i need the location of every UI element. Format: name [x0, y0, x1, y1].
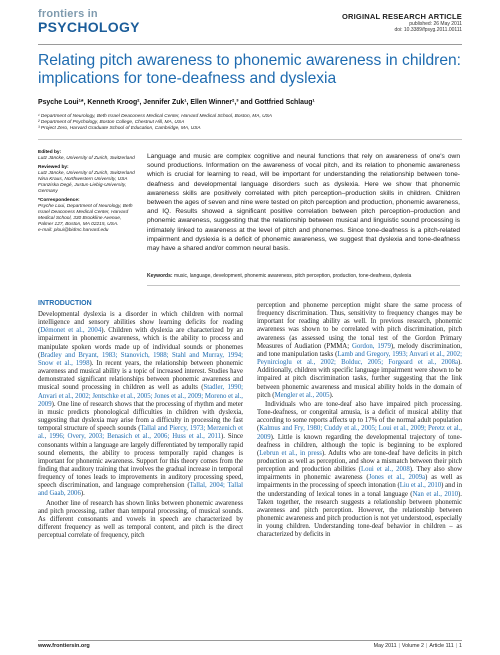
journal-logo-top: frontiers in — [38, 8, 98, 20]
body-text: ). In recent years, the relationship between phonemic awareness and musical ability is a topic of increased interest. Studies have demonstrated significant relationships between phonemic awareness and musical sound processing in children as well as adults ( — [38, 359, 243, 392]
citation-link[interactable]: Mengler et al., 2005 — [274, 391, 330, 399]
header-divider — [38, 44, 462, 45]
citation-link[interactable]: Kalmus and Fry, 1980; Cuddy et al., 2005; Loui et al., 2009; Peretz et al., 2009 — [257, 425, 462, 441]
abstract: Language and music are complex cognitive and neural functions that rely on awareness of one's own sound productions. Information on the awareness of vocal pitch, and its relation to phonemic awareness which is crucial for learning to read, will be important for understanding the relationship between tone-deafness and developmental language disorders such as dyslexia. Here we show that phonemic awareness skills are positively correlated with pitch perception–production skills in children. Children between the ages of seven and nine were tested on pitch perception and production, phonemic awareness, and IQ. Results showed a significant positive correlation between pitch perception–production and phonemic awareness, suggesting that the relationship between musical and linguistic sound processing is intimately linked to awareness at the level of pitch and phonemes. Since tone-deafness is a pitch-related impairment and dyslexia is a deficit of phonemic awareness, we suggest that dyslexia and tone-deafness may have a shared and/or common neural basis. — [147, 153, 460, 253]
keywords — [147, 273, 460, 279]
journal-logo-bottom: PSYCHOLOGY — [38, 19, 140, 35]
body-text: ). — [329, 391, 334, 399]
footer-meta: May 2011 | Volume 2 | Article 111 | 1 — [373, 643, 462, 649]
footer-site-link[interactable]: www.frontiersin.org — [38, 643, 90, 649]
citation-link[interactable]: Jones et al., 2009a — [368, 474, 426, 482]
editorial-sidebar — [38, 150, 135, 237]
body-text: ). One line of research shows that the processing of rhythm and meter in music predicts phonological difficulties in children with dyslexia, suggesting that dyslexia may arise from a difficulty in processing the fast temporal structure of speech sounds ( — [38, 400, 243, 433]
body-text: perception and phoneme perception might share the same process of frequency discrimination. Thus, sensitivity to frequency changes may be important for reading ability as well. In previous research, phonemic awareness was shown to be correlated with pitch discrimination, pitch awareness (as assessed using the tonal test of the Gordon Primary Measures of Audiation (PMMA; — [257, 302, 462, 350]
body-column-left — [38, 311, 243, 541]
body-text: ). Additionally, children with specific language impairment were shown to be impaired at pitch discrimination tasks, further suggesting that the link between phonemic awareness and musical ability holds in the domain of pitch ( — [257, 359, 462, 399]
publication-date: published: 26 May 2011 — [409, 21, 462, 27]
reviewer: Franziska Degé, Justus-Liebig-University, Germany — [38, 183, 127, 194]
affiliation-divider — [38, 139, 462, 140]
affiliation-3: ³ Project Zero, Harvard Graduate School of Education, Cambridge, MA, USA — [38, 126, 201, 131]
keywords-label: Keywords: — [147, 273, 173, 279]
footer-page-number: 1 — [459, 643, 462, 649]
citation-link[interactable]: Stadler, 1990; Anvari et al., 2002; Jentschke et al., 2005; Jones et al., 2009; Moreno et al., 2009 — [38, 384, 243, 408]
reviewer: Lutz Jäncke, University of Zurich, Switzerland — [38, 171, 135, 176]
keywords-divider — [147, 285, 460, 286]
paragraph — [257, 401, 462, 540]
citation-link[interactable]: Nan et al., 2010 — [412, 490, 459, 498]
body-text: ). Since consonants within a language are largely differentiated by temporally rapid sound elements, the ability to process temporally rapid changes is important for phonemic awareness. Support for this theory comes from the finding that auditory training that involves the gradual increase in temporal frequency of tones leads to improvements in auditory processing speed, speech discrimination, and language comprehension ( — [38, 433, 243, 490]
doi: doi: 10.3389/fpsyg.2011.00111 — [394, 27, 462, 33]
author-list: Psyche Loui¹*, Kenneth Kroog², Jennifer Zuk¹, Ellen Winner²,³ and Gottfried Schlaug¹ — [38, 99, 315, 106]
body-text: ). Children with dyslexia are characterized by an impairment in phonemic awareness, which is the ability to process and manipulate spoken words made up of individual sounds or phonemes ( — [38, 327, 243, 359]
body-text: Individuals who are tone-deaf also have impaired pitch processing. Tone-deafness, or congenital amusia, is a deficit of musical ability that according to some reports affects up to 17% of the normal adult population ( — [257, 400, 462, 433]
section-heading: INTRODUCTION — [38, 300, 92, 307]
affiliation-2: ² Department of Psychology, Boston College, Chestnut Hill, MA, USA — [38, 120, 185, 125]
body-text: ). They also show impairments in phonemic awareness ( — [257, 466, 462, 482]
correspondence-label: *Correspondence: — [38, 198, 80, 203]
citation-link[interactable]: Bradley and Bryant, 1983; Stanovich, 1988; Stahl and Murray, 1994; Snow et al., 1998 — [38, 351, 243, 367]
keywords-list: music, language, development, phonemic awareness, pitch perception, production, tone-deafness, dyslexia — [173, 273, 412, 279]
body-text: ). Adults who are tone-deaf have deficits in pitch production as well as perception, and show a mismatch between their pitch perception and production abilities ( — [257, 449, 462, 474]
article-title: Relating pitch awareness to phonemic awareness in children: implications for tone-deafness and dyslexia — [38, 52, 461, 87]
body-text: ) as well as impairments in the processing of speech intonation ( — [257, 474, 462, 490]
reviewed-by-label: Reviewed by: — [38, 165, 69, 170]
body-text: Developmental dyslexia is a disorder in which children with normal intelligence and sensory abilities show learning deficits for reading ( — [38, 311, 243, 335]
reviewer: Nina Kraus, Northwestern University, USA — [38, 177, 128, 182]
citation-link[interactable]: Loui et al., 2008 — [360, 466, 410, 474]
citation-link[interactable]: Tallal, 2004; Tallal and Gaab, 2006 — [38, 482, 243, 498]
body-text: ). — [80, 490, 85, 498]
correspondence-address: Psyche Loui, Department of Neurology, Beth Israel Deaconess Medical Center, Harvard Medical School, 330 Brookline Avenue, Palmer 127, Boston, MA 02215, USA. — [38, 204, 133, 227]
article-meta — [342, 12, 462, 33]
citation-link[interactable]: Liu et al., 2010 — [399, 482, 442, 490]
citation-link[interactable]: Gordon, 1979 — [351, 342, 391, 350]
body-text: ), melody discrimination, and tone manipulation tasks ( — [257, 342, 462, 358]
citation-link[interactable]: Lebrun et al., in press — [259, 449, 322, 457]
body-text: ). Taken together, the research suggests a relationship between phonemic awareness and pitch perception. However, the relationship between phonemic awareness and pitch production is not yet understood, especially in young children. Understanding tone-deaf behavior in children – as characterized by deficits in — [257, 490, 462, 539]
footer-article: Article 111 — [429, 643, 454, 649]
correspondence-email[interactable]: e-mail: ploui@bidmc.harvard.edu — [38, 228, 109, 233]
edited-by-label: Edited by: — [38, 150, 62, 155]
affiliation-1: ¹ Department of Neurology, Beth Israel Deaconess Medical Center, Harvard Medical School, Boston, MA, USA — [38, 114, 272, 119]
editor: Lutz Jäncke, University of Zurich, Switzerland — [38, 156, 135, 161]
body-text: ) and in the understanding of lexical tones in a tonal language ( — [257, 482, 462, 498]
article-type: ORIGINAL RESEARCH ARTICLE — [341, 12, 462, 21]
paragraph — [257, 302, 462, 400]
citation-link[interactable]: Tallal and Piercy, 1973; Merzenich et al., 1996; Overy, 2003; Benasich et al., 2006; Huss et al., 2011 — [38, 425, 243, 441]
body-column-right — [257, 302, 462, 541]
citation-link[interactable]: Lamb and Gregory, 1993; Anvari et al., 2002; Peynircioglu et al., 2002; Bolduc, 2005; Forgeard et al., 2008a — [257, 350, 462, 367]
affiliations — [38, 114, 468, 132]
footer-issue: May 2011 — [373, 643, 397, 649]
citation-link[interactable]: Démonet et al., 2004 — [40, 327, 102, 335]
body-text: ). Little is known regarding the developmental trajectory of tone-deafness in children, although the topic is beginning to be explored ( — [257, 433, 462, 457]
journal-logo — [38, 9, 148, 35]
paragraph: Another line of research has shown links between phonemic awareness and pitch processing, rather than temporal processing, of musical sounds. As different consonants and vowels in speech are characterized by different frequency as well as temporal content, and pitch is the direct perceptual correlate of frequency, pitch — [38, 499, 243, 540]
paragraph — [38, 311, 243, 499]
footer-volume: Volume 2 — [401, 643, 425, 649]
footer-divider — [38, 640, 462, 641]
